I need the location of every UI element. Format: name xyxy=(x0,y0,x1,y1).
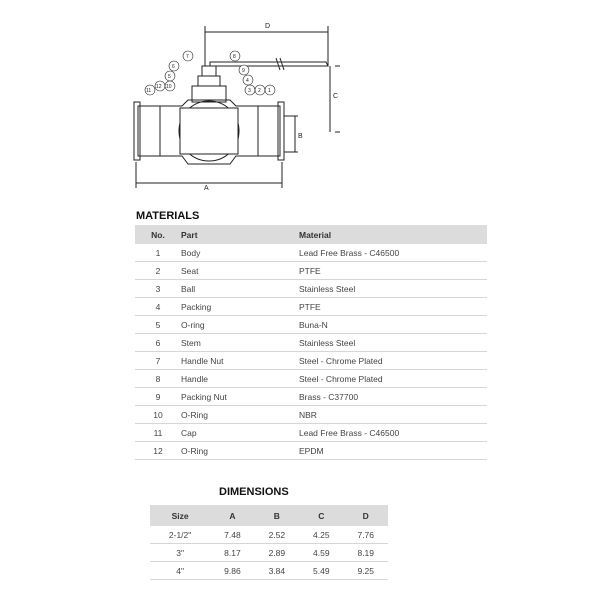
dimensions-header-row xyxy=(150,505,388,526)
header-no: No. xyxy=(135,225,181,244)
table-row xyxy=(135,370,487,388)
header-c: C xyxy=(299,505,343,526)
part-material: Lead Free Brass - C46500 xyxy=(299,424,487,442)
handle-shape xyxy=(210,62,328,66)
dim-d-cell: 9.25 xyxy=(344,562,389,580)
dim-b-cell: 3.84 xyxy=(255,562,299,580)
part-number: 10 xyxy=(135,406,181,424)
part-name: Handle Nut xyxy=(181,352,299,370)
table-row xyxy=(135,406,487,424)
materials-table xyxy=(135,225,487,460)
callout-1 xyxy=(265,85,275,95)
part-material: Steel - Chrome Plated xyxy=(299,352,487,370)
svg-text:10: 10 xyxy=(166,84,172,90)
dim-c-label: C xyxy=(333,93,339,100)
dim-b-cell: 2.89 xyxy=(255,544,299,562)
callout-7 xyxy=(183,51,193,61)
svg-text:9: 9 xyxy=(242,68,245,74)
part-name: O-Ring xyxy=(181,406,299,424)
part-material: Lead Free Brass - C46500 xyxy=(299,244,487,262)
part-number: 4 xyxy=(135,298,181,316)
part-name: Ball xyxy=(181,280,299,298)
callout-8 xyxy=(230,51,240,61)
dim-c-cell: 4.25 xyxy=(299,526,343,544)
part-name: Body xyxy=(181,244,299,262)
table-row xyxy=(135,280,487,298)
part-material: Stainless Steel xyxy=(299,280,487,298)
header-b: B xyxy=(255,505,299,526)
part-name: Packing Nut xyxy=(181,388,299,406)
svg-text:11: 11 xyxy=(146,88,152,94)
callout-10 xyxy=(165,81,175,91)
left-cap-shape xyxy=(138,106,160,156)
size-cell: 4" xyxy=(150,562,210,580)
table-row xyxy=(135,424,487,442)
dim-d-cell: 8.19 xyxy=(344,544,389,562)
callout-2 xyxy=(255,85,265,95)
svg-text:2: 2 xyxy=(258,88,261,94)
dim-c-cell: 4.59 xyxy=(299,544,343,562)
part-name: Cap xyxy=(181,424,299,442)
part-number: 1 xyxy=(135,244,181,262)
handle-nut-shape xyxy=(202,66,216,76)
part-name: Packing xyxy=(181,298,299,316)
table-row xyxy=(135,316,487,334)
header-size: Size xyxy=(150,505,210,526)
callout-9 xyxy=(239,65,249,75)
table-row xyxy=(135,244,487,262)
table-row xyxy=(135,334,487,352)
part-number: 2 xyxy=(135,262,181,280)
table-row xyxy=(135,352,487,370)
size-cell: 2-1/2" xyxy=(150,526,210,544)
callout-5 xyxy=(165,71,175,81)
dim-b-label: B xyxy=(298,133,303,140)
part-material: Buna-N xyxy=(299,316,487,334)
part-material: NBR xyxy=(299,406,487,424)
table-row xyxy=(135,262,487,280)
part-name: Seat xyxy=(181,262,299,280)
part-name: Stem xyxy=(181,334,299,352)
svg-text:8: 8 xyxy=(233,54,236,60)
part-number: 7 xyxy=(135,352,181,370)
table-row xyxy=(135,388,487,406)
dim-b-cell: 2.52 xyxy=(255,526,299,544)
valve-technical-drawing xyxy=(130,18,490,198)
header-part: Part xyxy=(181,225,299,244)
callout-3 xyxy=(245,85,255,95)
dimensions-title: DIMENSIONS xyxy=(219,486,289,498)
part-material: EPDM xyxy=(299,442,487,460)
table-row xyxy=(135,442,487,460)
header-d: D xyxy=(344,505,389,526)
dim-a-cell: 7.48 xyxy=(210,526,254,544)
size-cell: 3" xyxy=(150,544,210,562)
table-row xyxy=(150,526,388,544)
dim-c-cell: 5.49 xyxy=(299,562,343,580)
table-row xyxy=(135,298,487,316)
header-material: Material xyxy=(299,225,487,244)
part-name: Handle xyxy=(181,370,299,388)
dim-a-label: A xyxy=(204,185,209,192)
callout-4 xyxy=(243,75,253,85)
part-material: Brass - C37700 xyxy=(299,388,487,406)
callout-6 xyxy=(169,61,179,71)
dim-d-cell: 7.76 xyxy=(344,526,389,544)
svg-text:7: 7 xyxy=(186,54,189,60)
materials-title: MATERIALS xyxy=(136,210,200,222)
svg-text:6: 6 xyxy=(172,64,175,70)
part-material: Steel - Chrome Plated xyxy=(299,370,487,388)
part-number: 12 xyxy=(135,442,181,460)
part-number: 5 xyxy=(135,316,181,334)
part-number: 9 xyxy=(135,388,181,406)
part-number: 8 xyxy=(135,370,181,388)
svg-text:5: 5 xyxy=(168,74,171,80)
header-a: A xyxy=(210,505,254,526)
dim-a-cell: 8.17 xyxy=(210,544,254,562)
svg-text:1: 1 xyxy=(268,88,271,94)
part-number: 3 xyxy=(135,280,181,298)
svg-text:3: 3 xyxy=(248,88,251,94)
materials-header-row xyxy=(135,225,487,244)
part-name: O-ring xyxy=(181,316,299,334)
right-cap-shape xyxy=(258,106,280,156)
part-number: 11 xyxy=(135,424,181,442)
svg-text:12: 12 xyxy=(156,84,162,90)
dimensions-table xyxy=(150,505,388,580)
part-material: Stainless Steel xyxy=(299,334,487,352)
part-material: PTFE xyxy=(299,298,487,316)
part-name: O-Ring xyxy=(181,442,299,460)
callout-12 xyxy=(155,81,165,91)
dim-d-label: D xyxy=(265,23,271,30)
table-row xyxy=(150,562,388,580)
dim-a-cell: 9.86 xyxy=(210,562,254,580)
svg-text:4: 4 xyxy=(246,78,249,84)
part-number: 6 xyxy=(135,334,181,352)
table-row xyxy=(150,544,388,562)
part-material: PTFE xyxy=(299,262,487,280)
callout-11 xyxy=(145,85,155,95)
